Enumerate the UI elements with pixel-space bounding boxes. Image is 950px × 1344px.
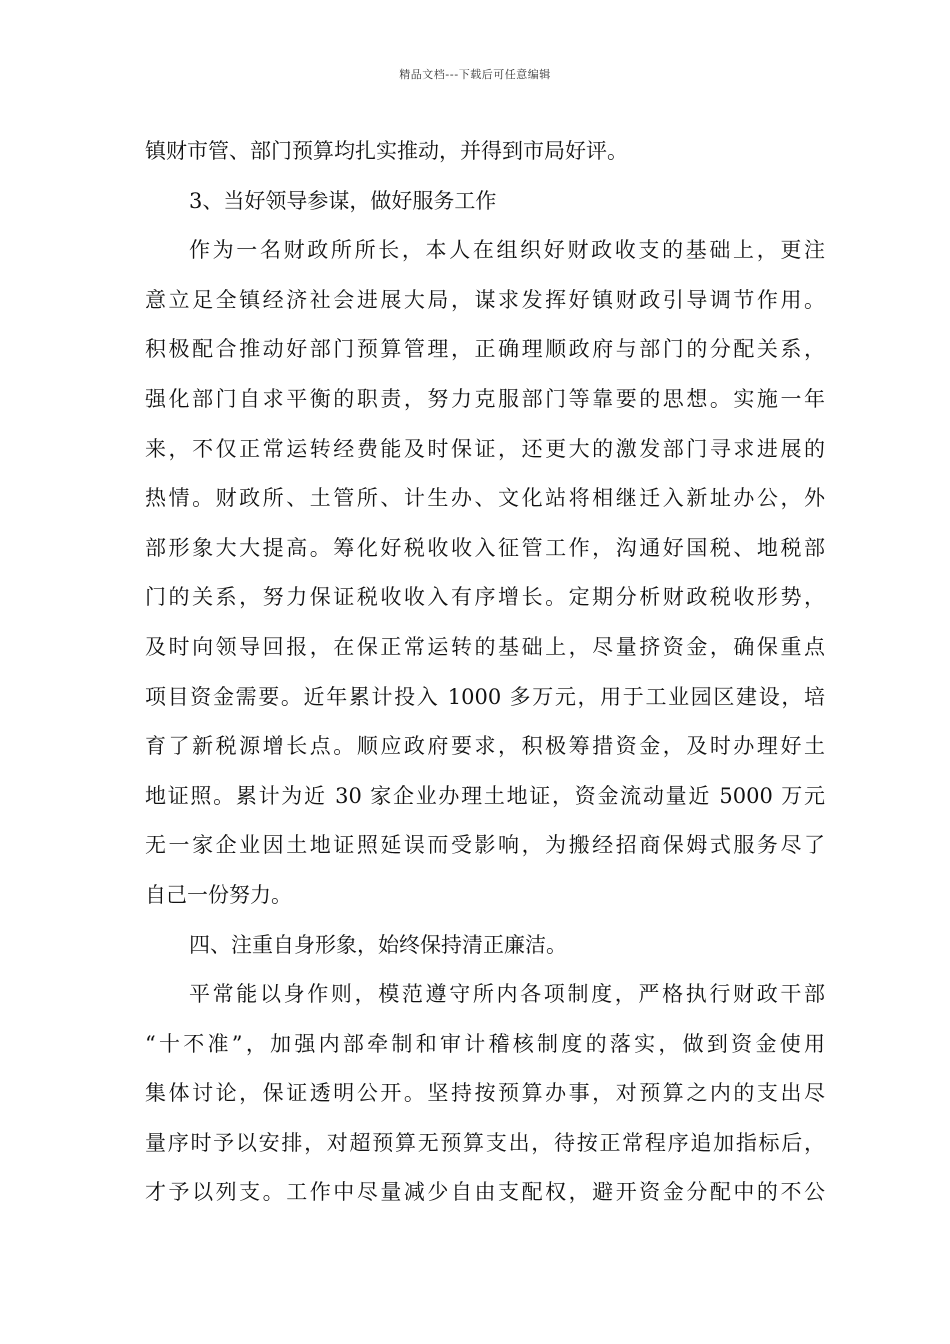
text-line: 意立足全镇经济社会进展大局，谋求发挥好镇财政引导调节作用。 bbox=[145, 287, 825, 312]
paragraph-end-line: 自己一份努力。 bbox=[145, 882, 292, 907]
text-line: 热情。财政所、土管所、计生办、文化站将相继迁入新址办公，外 bbox=[145, 486, 825, 511]
paragraph-start-line: 平常能以身作则，模范遵守所内各项制度，严格执行财政干部 bbox=[189, 982, 825, 1007]
text-line: 部形象大大提高。筹化好税收收入征管工作，沟通好国税、地税部 bbox=[145, 535, 825, 560]
text-line: 镇财市管、部门预算均扎实推动，并得到市局好评。 bbox=[145, 139, 628, 163]
text-line: 来，不仅正常运转经费能及时保证，还更大的激发部门寻求进展的 bbox=[145, 436, 825, 461]
text-line: 集体讨论，保证透明公开。坚持按预算办事，对预算之内的支出尽 bbox=[145, 1081, 825, 1106]
document-body bbox=[145, 127, 825, 1218]
text-line: 才予以列支。工作中尽量减少自由支配权，避开资金分配中的不公 bbox=[145, 1180, 825, 1205]
text-line: 育了新税源增长点。顺应政府要求，积极筹措资金，及时办理好土 bbox=[145, 734, 825, 759]
paragraph-start-line: 作为一名财政所所长，本人在组织好财政收支的基础上，更注 bbox=[189, 238, 825, 263]
text-line: 量序时予以安排，对超预算无预算支出，待按正常程序追加指标后， bbox=[145, 1130, 825, 1155]
section-heading: 3、当好领导参谋，做好服务工作 bbox=[189, 188, 497, 213]
text-line: “十不准”，加强内部牵制和审计稽核制度的落实，做到资金使用 bbox=[145, 1031, 825, 1056]
text-line: 门的关系，努力保证税收收入有序增长。定期分析财政税收形势， bbox=[145, 585, 825, 610]
page-header: 精品文档---下载后可任意编辑 bbox=[399, 68, 551, 81]
section-heading: 四、注重自身形象，始终保持清正廉洁。 bbox=[189, 932, 567, 957]
text-line: 及时向领导回报，在保正常运转的基础上，尽量挤资金，确保重点 bbox=[145, 634, 825, 659]
text-line: 积极配合推动好部门预算管理，正确理顺政府与部门的分配关系， bbox=[145, 337, 825, 362]
text-line: 地证照。累计为近 30 家企业办理土地证，资金流动量近 5000 万元 bbox=[145, 783, 825, 808]
text-line: 无一家企业因土地证照延误而受影响，为搬经招商保姆式服务尽了 bbox=[145, 833, 825, 858]
text-line: 项目资金需要。近年累计投入 1000 多万元，用于工业园区建设，培 bbox=[145, 684, 825, 709]
text-line: 强化部门自求平衡的职责，努力克服部门等靠要的思想。实施一年 bbox=[145, 386, 825, 411]
